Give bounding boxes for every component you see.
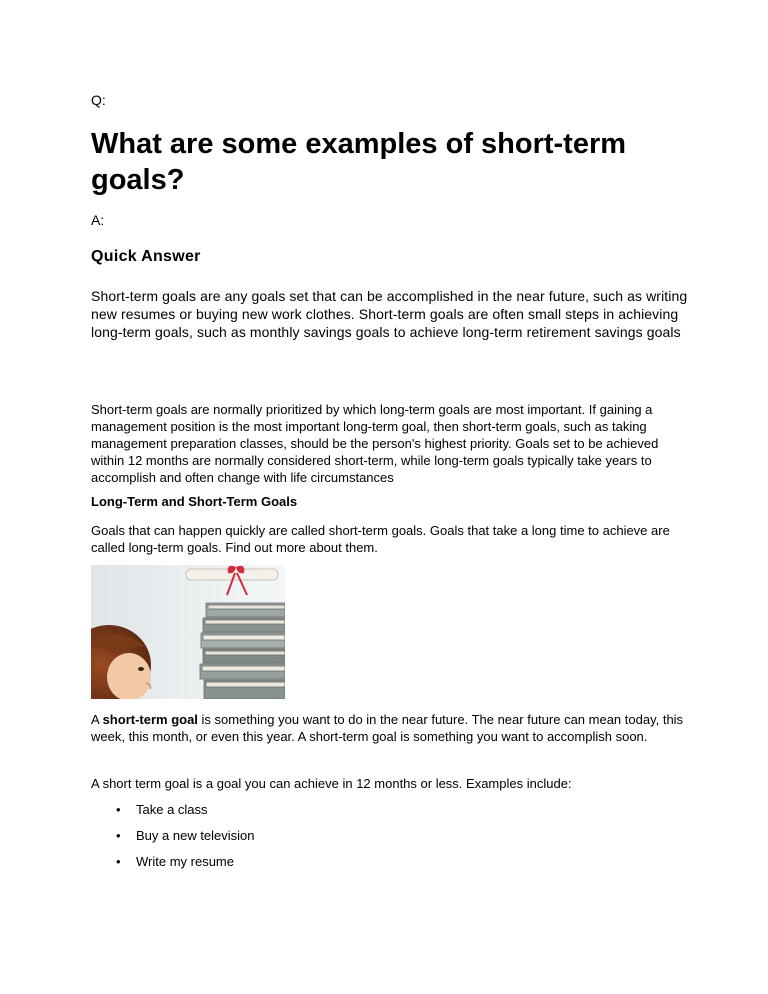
examples-intro: A short term goal is a goal you can achieve in 12 months or less. Examples include: xyxy=(91,776,572,791)
list-item-text: Write my resume xyxy=(136,854,234,869)
section-heading: Long-Term and Short-Term Goals xyxy=(91,494,298,509)
books-photo xyxy=(91,565,285,699)
bullet-icon: • xyxy=(116,828,121,843)
list-item-text: Buy a new television xyxy=(136,828,255,843)
list-item xyxy=(91,827,255,853)
list-item-text: Take a class xyxy=(136,802,208,817)
bullet-icon: • xyxy=(116,854,121,869)
detail-paragraph: Short-term goals are normally prioritized by which long-term goals are most important. If gaining a management position is the most important long-term goal, then short-term goals, such as taking management preparation classes, should be the person's highest priority. Goals set to be achieved within 12 months are normally considered short-term, while long-term goals typically take years to accomplish and often change with life circumstances xyxy=(91,402,659,485)
definition-prefix: A xyxy=(91,712,103,727)
page-title: What are some examples of short-term goals? xyxy=(91,128,627,196)
quick-answer-text: Short-term goals are any goals set that can be accomplished in the near future, such as writing new resumes or buying new work clothes. Short-term goals are often small steps in achieving long-term goals, such as monthly savings goals to achieve long-term retirement savings goals xyxy=(91,288,688,340)
list-item xyxy=(91,801,255,827)
list-item xyxy=(91,853,255,879)
bullet-icon: • xyxy=(116,802,121,817)
books-illustration xyxy=(91,565,285,699)
section-intro: Goals that can happen quickly are called short-term goals. Goals that take a long time to achieve are called long-term goals. Find out more about them. xyxy=(91,523,670,555)
examples-list xyxy=(91,801,255,879)
quick-answer-heading: Quick Answer xyxy=(91,248,201,265)
definition-rest: is something you want to do in the near future. The near future can mean today, this week, this month, or even this year. A short-term goal is something you want to accomplish soon. xyxy=(91,712,684,744)
answer-label: A: xyxy=(91,212,105,228)
question-label: Q: xyxy=(91,92,106,108)
definition-term: short-term goal xyxy=(102,712,198,727)
definition-paragraph xyxy=(91,711,691,745)
